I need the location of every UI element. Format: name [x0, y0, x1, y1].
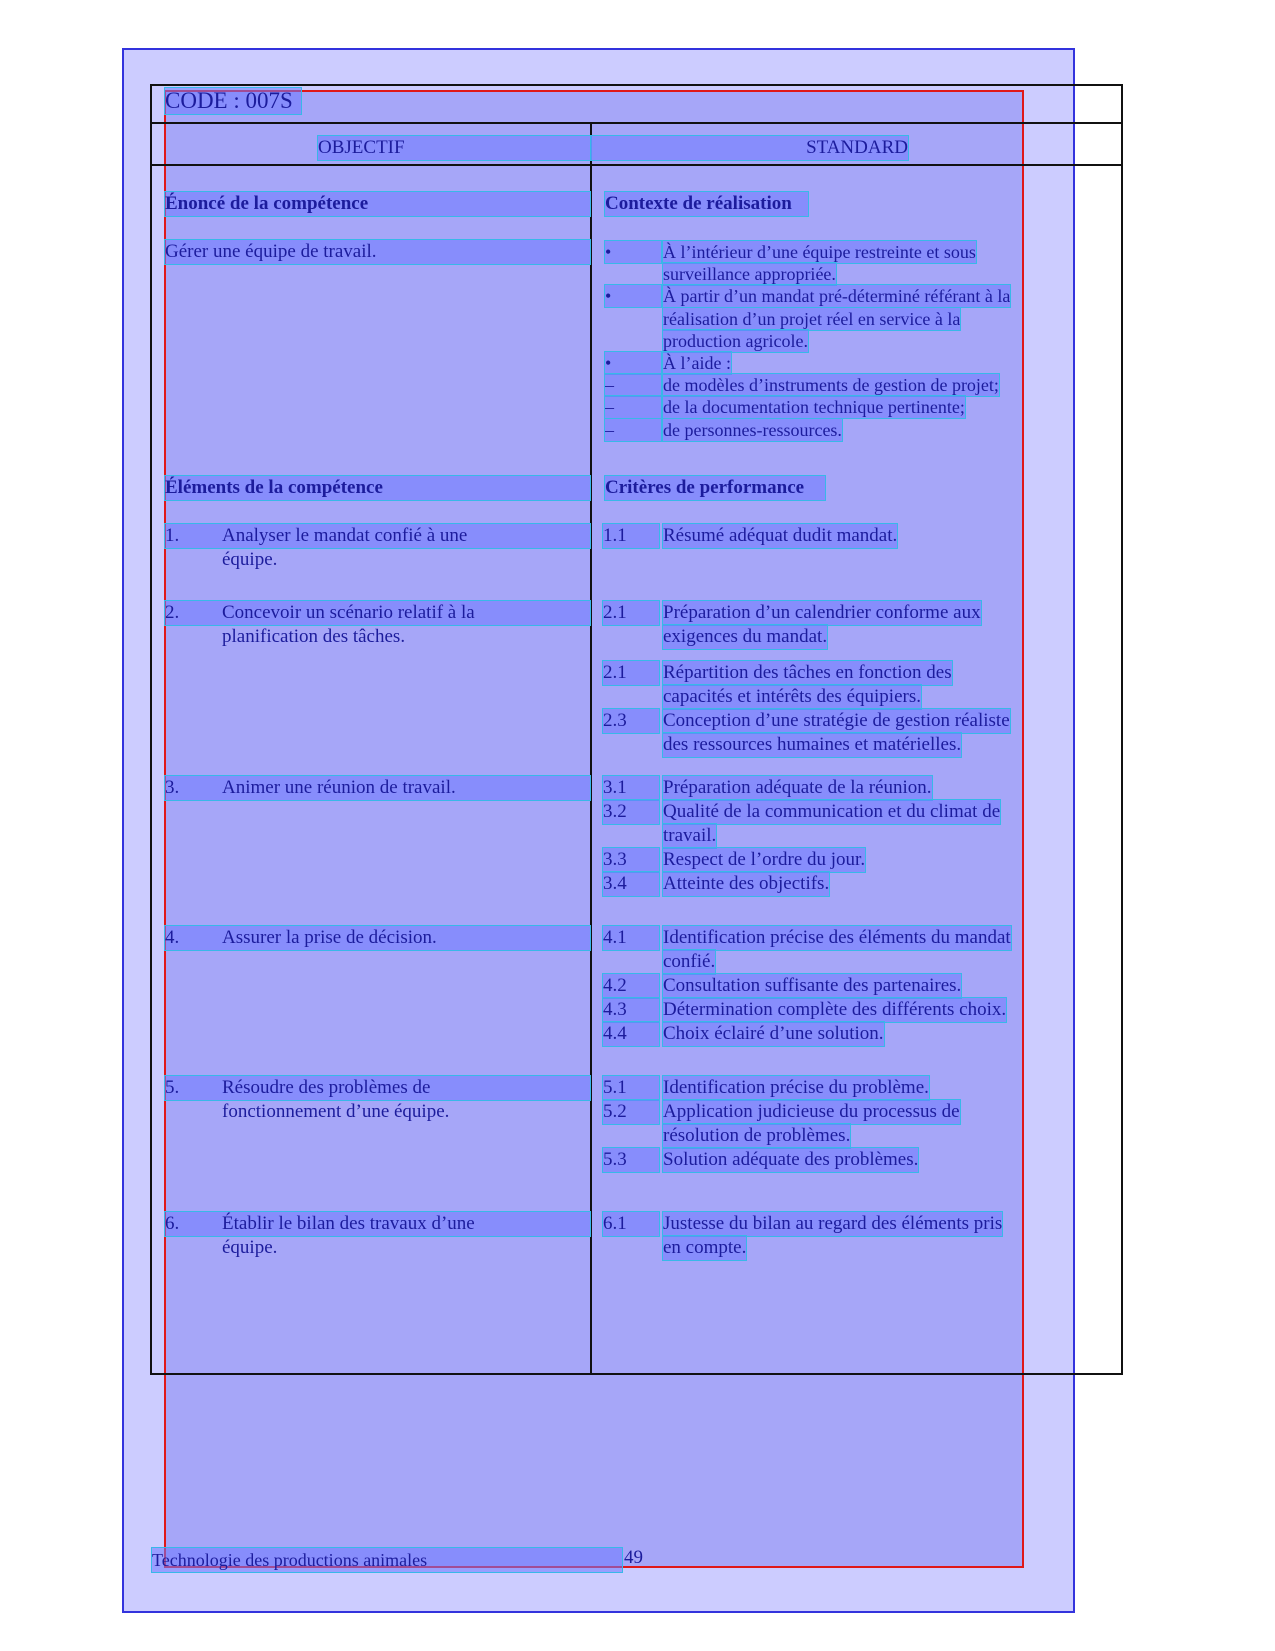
contexte-title: Contexte de réalisation [605, 192, 808, 216]
critere-number: 2.1 [603, 661, 659, 685]
critere-number: 5.1 [603, 1076, 659, 1100]
contexte-bullet: • [605, 241, 661, 263]
critere-number: 6.1 [603, 1212, 659, 1236]
critere-number: 4.1 [603, 926, 659, 950]
column-divider [590, 122, 592, 1375]
critere-number: 4.4 [603, 1022, 659, 1046]
contexte-bullet: – [605, 419, 661, 441]
critere-line: Détermination complète des différents choix. [663, 999, 1007, 1020]
critere-line: Identification précise des éléments du mandat [663, 927, 1011, 948]
element-number: 3. [165, 776, 590, 800]
critere-line: résolution de problèmes. [663, 1125, 851, 1146]
header-divider [150, 122, 1123, 124]
critere-line: confié. [663, 951, 716, 972]
element-line: Animer une réunion de travail. [222, 777, 456, 798]
critere-line: Application judicieuse du processus de [663, 1101, 960, 1122]
element-line: Analyser le mandat confié à une [222, 525, 468, 546]
critere-line: capacités et intérêts des équipiers. [663, 686, 921, 707]
critere-line: Conception d’une stratégie de gestion réaliste [663, 710, 1010, 731]
enonce-title: Énoncé de la compétence [165, 192, 590, 216]
element-line: Établir le bilan des travaux d’une [222, 1213, 475, 1234]
element-number: 6. [165, 1212, 590, 1236]
column-header-objectif: OBJECTIF [318, 136, 591, 160]
contexte-bullet: • [605, 285, 661, 307]
column-header-standard: STANDARD [591, 136, 908, 160]
critere-line: en compte. [663, 1237, 747, 1258]
elements-title: Éléments de la compétence [165, 476, 590, 500]
critere-number: 4.3 [603, 998, 659, 1022]
contexte-bullet: – [605, 374, 661, 396]
critere-number: 3.2 [603, 800, 659, 824]
critere-line: Identification précise du problème. [663, 1077, 929, 1098]
critere-number: 3.4 [603, 872, 659, 896]
element-number: 4. [165, 926, 590, 950]
contexte-line: de la documentation technique pertinente; [663, 397, 965, 418]
element-line: Résoudre des problèmes de [222, 1077, 431, 1098]
contexte-line: À l’intérieur d’une équipe restreinte et sous [663, 242, 976, 262]
critere-number: 5.2 [603, 1100, 659, 1124]
contexte-line: À partir d’un mandat pré-déterminé référant à la [663, 286, 1011, 307]
critere-line: Préparation adéquate de la réunion. [663, 777, 932, 798]
element-number: 5. [165, 1076, 590, 1100]
element-line: équipe. [222, 1237, 278, 1258]
footer-program: Technologie des productions animales [152, 1548, 622, 1572]
critere-line: Atteinte des objectifs. [663, 873, 830, 894]
critere-line: Choix éclairé d’une solution. [663, 1023, 884, 1044]
critere-line: Respect de l’ordre du jour. [663, 849, 866, 870]
footer-page-number: 49 [624, 1547, 643, 1568]
critere-line: Solution adéquate des problèmes. [663, 1149, 919, 1170]
element-line: Concevoir un scénario relatif à la [222, 602, 475, 623]
enonce-text: Gérer une équipe de travail. [165, 240, 590, 264]
critere-line: Consultation suffisante des partenaires. [663, 975, 962, 996]
contexte-line: À l’aide : [663, 353, 731, 373]
element-line: fonctionnement d’une équipe. [222, 1101, 450, 1122]
critere-line: exigences du mandat. [663, 626, 828, 647]
critere-line: Résumé adéquat dudit mandat. [663, 525, 898, 546]
contexte-line: surveillance appropriée. [663, 264, 836, 285]
element-line: équipe. [222, 549, 278, 570]
critere-number: 3.3 [603, 848, 659, 872]
critere-line: Qualité de la communication et du climat de [663, 801, 1001, 822]
element-line: planification des tâches. [222, 626, 406, 647]
critere-number: 3.1 [603, 776, 659, 800]
critere-number: 4.2 [603, 974, 659, 998]
critere-line: des ressources humaines et matérielles. [663, 734, 962, 755]
element-number: 2. [165, 601, 590, 625]
critere-number: 2.1 [603, 601, 659, 625]
contexte-line: production agricole. [663, 330, 808, 351]
contexte-line: de personnes-ressources. [663, 419, 842, 440]
critere-line: Préparation d’un calendrier conforme aux [663, 602, 981, 623]
critere-number: 1.1 [603, 524, 659, 548]
critere-number: 5.3 [603, 1148, 659, 1172]
critere-line: Justesse du bilan au regard des éléments pris [663, 1213, 1003, 1234]
column-header-divider [150, 164, 1123, 166]
contexte-line: réalisation d’un projet réel en service à la [663, 308, 961, 329]
critere-line: Répartition des tâches en fonction des [663, 662, 952, 683]
contexte-bullet: • [605, 352, 661, 374]
critere-number: 2.3 [603, 709, 659, 733]
contexte-line: de modèles d’instruments de gestion de projet; [663, 375, 999, 396]
element-number: 1. [165, 524, 590, 548]
element-line: Assurer la prise de décision. [222, 927, 437, 948]
competency-code: CODE : 007S [165, 88, 301, 114]
contexte-bullet: – [605, 396, 661, 418]
critere-line: travail. [663, 825, 717, 846]
criteres-title: Critères de performance [605, 476, 825, 500]
